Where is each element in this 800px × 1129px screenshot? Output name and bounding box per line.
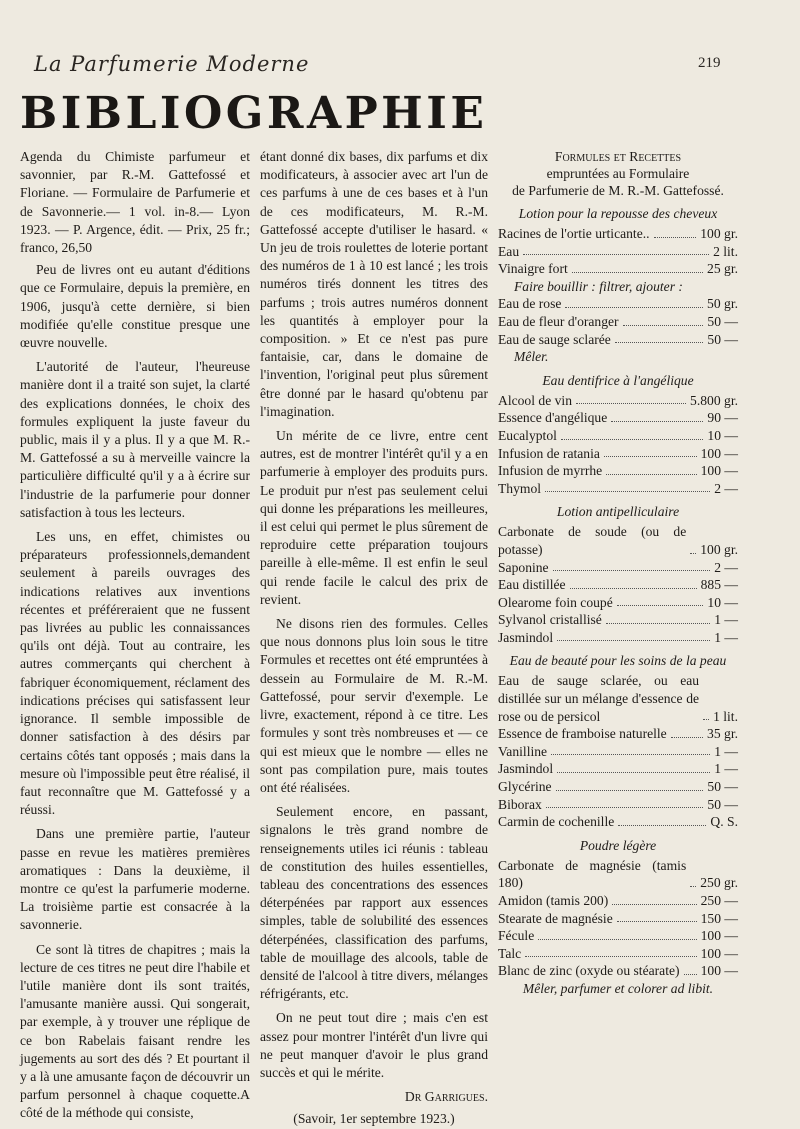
ingredient-quantity: 90 — xyxy=(707,410,738,426)
leader-dots xyxy=(604,456,697,457)
leader-dots xyxy=(557,640,710,641)
ingredient-name: Saponine xyxy=(498,559,549,575)
leader-dots xyxy=(538,939,696,940)
ingredient-name: Eucalyptol xyxy=(498,427,557,443)
ingredient-row xyxy=(498,260,738,278)
ingredient-name: Amidon (tamis 200) xyxy=(498,893,609,908)
leader-dots xyxy=(606,623,710,624)
ingredient-name: Fécule xyxy=(498,928,535,944)
ingredient-name: Eau xyxy=(498,243,520,259)
leader-dots xyxy=(556,790,704,791)
review-paragraph: Dans une première partie, l'auteur passe en revue les matières premières aromatiques : Dans la deuxième, il montre ce qu'est la parfumerie moderne. La troisième partie est consacrée à la savonnerie. xyxy=(20,826,250,933)
running-title: La Parfumerie Moderne xyxy=(34,52,310,76)
leader-dots xyxy=(570,588,697,589)
ingredient-quantity: 1 lit. xyxy=(713,708,738,724)
page-number: 219 xyxy=(698,55,721,71)
ingredient-row xyxy=(498,523,738,558)
ingredient-row xyxy=(498,331,738,349)
recipe-title: Lotion pour la repousse des cheveux xyxy=(518,206,718,221)
ingredient-name: Glycérine xyxy=(498,779,552,795)
leader-dots xyxy=(612,904,696,905)
ingredient-name: Infusion de ratania xyxy=(498,445,600,461)
ingredient-name: Alcool de vin xyxy=(498,392,572,408)
leader-dots xyxy=(671,737,703,738)
ingredient-row xyxy=(498,462,738,480)
ingredient-name: Talc xyxy=(498,945,522,961)
ingredient-row xyxy=(498,243,738,261)
ingredient-name: Carmin de cochenille xyxy=(498,814,615,830)
leader-dots xyxy=(546,807,704,808)
ingredient-name: Essence d'angélique xyxy=(498,410,608,426)
ingredient-row xyxy=(498,392,738,410)
review-column-1 xyxy=(20,148,250,1129)
review-paragraph: Ne disons rien des formules. Celles que nous donnons plus loin sous le titre Formules et recettes ont été empruntées à dessein au Formulaire de M. R.-M. Gattefossé, pour servir d'exemple. Le livre, exactement, répond à ce titre. Les formules y sont très nombreuses et — ce qui est mieux que le nombre — elles ne sont pas compilation pure, mais toutes ont été réalisées. xyxy=(260,616,488,795)
ingredient-name: Carbonate de soude (ou de potasse) xyxy=(498,524,687,557)
leader-dots xyxy=(561,439,704,440)
section-title: BIBLIOGRAPHIE xyxy=(20,88,488,139)
ingredient-row xyxy=(498,629,738,647)
ingredient-quantity: 100 — xyxy=(700,445,738,461)
ingredient-row xyxy=(498,427,738,445)
recipe-title: Eau de beauté pour les soins de la peau xyxy=(509,653,727,669)
ingredient-name: Eau de rose xyxy=(498,296,562,312)
ingredient-quantity: 25 gr. xyxy=(707,261,738,277)
recipe-title: Eau dentifrice à l'angélique xyxy=(542,372,694,388)
ingredient-name: Eau de sauge sclarée xyxy=(498,331,611,347)
formulas-subheading xyxy=(498,165,738,199)
ingredient-quantity: 1 — xyxy=(714,761,738,777)
recipe-title: Poudre légère xyxy=(579,837,657,853)
leader-dots xyxy=(690,886,696,887)
recipe-ingredients xyxy=(498,225,738,278)
ingredient-name: Carbonate de magnésie (tamis 180) xyxy=(498,857,687,891)
ingredient-row xyxy=(498,559,738,577)
ingredient-quantity: 50 — xyxy=(707,796,738,812)
leader-dots xyxy=(615,342,704,343)
review-paragraph: Les uns, en effet, chimistes ou préparateurs professionnels,demandent seulement à pareils ouvrages des indications relatives aux inventions récentes et préféreraient que ne fussent pas livrées au public les connaissances qu'ils ont déjà. Tout au contraire, les autres commerçants qui cherchent à fabriquer économiquement, réclament des indications précises qui satisfassent leur ignorance. Il semble impossible de donner satisfaction à des désirs par certains côtés tant opposés ; mais dans la mesure où l'impossible peut être réalisé, il faut reconnaître que M. Gattefossé y a réussi. xyxy=(20,529,250,818)
leader-dots xyxy=(545,491,710,492)
leader-dots xyxy=(576,403,686,404)
recipe-ingredients xyxy=(498,523,738,646)
ingredient-name: Vinaigre fort xyxy=(498,261,568,277)
ingredient-quantity: 100 — xyxy=(700,963,738,979)
ingredient-row xyxy=(498,611,738,629)
review-paragraph: Ce sont là titres de chapitres ; mais la lecture de ces titres ne peut dire l'habile et l'utile manière dont ils sont traités, l'amusante manière aussi. Qui songerait, par exemple, à y trouver une réplique de ce bon Rabelais faisant rendre les jugements au sort des dés ? Et pourtant il y a là une amusante façon de découvrir un parfum personnel à chaque coquette.A côté de la méthode qui consiste, xyxy=(20,941,250,1121)
formulas-column xyxy=(498,148,738,1000)
ingredient-name: Essence de framboise naturelle xyxy=(498,726,667,742)
leader-dots xyxy=(690,553,696,554)
ingredient-quantity: 2 — xyxy=(714,480,738,496)
ingredient-name: Sylvanol cristallisé xyxy=(498,612,602,628)
ingredient-quantity: Q. S. xyxy=(710,814,738,830)
recipe-title: Lotion antipelliculaire xyxy=(556,504,680,520)
leader-dots xyxy=(606,474,696,475)
ingredient-row xyxy=(498,892,738,910)
ingredient-row xyxy=(498,813,738,831)
leader-dots xyxy=(611,421,703,422)
ingredient-name: Vanilline xyxy=(498,743,548,759)
ingredient-quantity: 1 — xyxy=(714,612,738,628)
ingredient-row xyxy=(498,857,738,892)
ingredient-name: Infusion de myrrhe xyxy=(498,463,603,479)
ingredient-row xyxy=(498,594,738,612)
ingredient-quantity: 2 — xyxy=(714,559,738,575)
recipe-instruction: Faire bouillir : filtrer, ajouter : xyxy=(514,278,683,294)
ingredient-name: Eau de sauge sclarée, ou eau distillée sur un mélange d'essence de rose ou de persicol xyxy=(498,673,700,724)
ingredient-name: Stearate de magnésie xyxy=(498,910,613,926)
ingredient-row xyxy=(498,295,738,313)
review-paragraph: On ne peut tout dire ; mais c'en est assez pour montrer l'intérêt d'un livre qui ne peut manquer d'avoir le plus grand succès et qui le mérite. xyxy=(260,1010,488,1080)
review-paragraph: Peu de livres ont eu autant d'éditions que ce Formulaire, depuis la première, en 1906, jusqu'à cette dernière, si bien modifiée qu'elle constitue presque une œuvre nouvelle. xyxy=(20,262,250,351)
ingredient-row xyxy=(498,945,738,963)
ingredient-quantity: 50 gr. xyxy=(707,296,738,312)
review-paragraph: Seulement encore, en passant, signalons le très grand nombre de renseignements utiles ici réunis : tableau de constitution des huiles essentielles, tableau des concentrations des essences déterpénées par rapport aux essences simples, table de solubilité des essences déterpénées, classification des parfums, table de mouillage des alcools, table de densité de l'alcool à titre divers, mélanges réfrigérants, etc. xyxy=(260,804,488,1002)
ingredient-quantity: 1 — xyxy=(714,629,738,645)
leader-dots xyxy=(525,956,696,957)
ingredient-quantity: 5.800 gr. xyxy=(690,392,738,408)
ingredient-quantity: 100 — xyxy=(700,928,738,944)
leader-dots xyxy=(618,825,706,826)
ingredient-quantity: 150 — xyxy=(700,910,738,926)
ingredient-name: Blanc de zinc (oxyde ou stéarate) xyxy=(498,963,680,979)
ingredient-quantity: 2 lit. xyxy=(713,243,738,259)
ingredient-name: Jasmindol xyxy=(498,761,554,777)
ingredient-row xyxy=(498,743,738,761)
ingredient-row xyxy=(498,796,738,814)
ingredient-quantity: 50 — xyxy=(707,331,738,347)
ingredient-row xyxy=(498,409,738,427)
leader-dots xyxy=(617,921,697,922)
ingredient-quantity: 100 gr. xyxy=(700,541,738,557)
leader-dots xyxy=(703,719,709,720)
leader-dots xyxy=(617,605,704,606)
formulas-subheading-line: de Parfumerie de M. R.-M. Gattefossé. xyxy=(512,183,724,198)
ingredient-quantity: 100 — xyxy=(700,945,738,961)
ingredient-quantity: 100 gr. xyxy=(700,226,738,241)
review-paragraph: L'autorité de l'auteur, l'heureuse manière dont il a traité son sujet, la clarté des explications données, le choix des formules expliquent la juste faveur du public, mais il y a plus. Il y a que M. R.-M. Gattefossé a su à merveille vaincre la particulière difficulté qu'il y a à écrire sur l'industrie de la parfumerie pour donner satisfaction à tous les lecteurs. xyxy=(20,359,250,520)
review-paragraph: étant donné dix bases, dix parfums et dix modificateurs, à associer avec art l'un de ces parfums à une de ces bases et à l'un de ces modificateurs, M. R.-M. Gattefossé accepte d'utiliser le hasard. « Un jeu de trois roulettes de loterie portant des numéros de 1 à 10 est lancé ; les trois numéros tirés donnent les titres des parfums ; trois autres numéros donnent les quantités à employer pour la composition. » Et ce n'est pas pure fantaisie, car, dans le domaine de l'invention, l'original peut plus sûrement être donné par le hasard qu'obtenu par l'imagination. xyxy=(260,149,488,419)
leader-dots xyxy=(557,772,710,773)
ingredient-quantity: 1 — xyxy=(714,743,738,759)
ingredient-row xyxy=(498,760,738,778)
recipe-ingredients xyxy=(498,857,738,980)
ingredient-row xyxy=(498,927,738,945)
review-source: (Savoir, 1er septembre 1923.) xyxy=(293,1111,455,1127)
leader-dots xyxy=(551,754,710,755)
ingredient-row xyxy=(498,576,738,594)
ingredient-row xyxy=(498,778,738,796)
ingredient-name: Thymol xyxy=(498,480,542,496)
leader-dots xyxy=(565,307,703,308)
ingredient-row xyxy=(498,962,738,980)
formulas-heading: Formules et Recettes xyxy=(554,149,682,164)
review-signature: Dr Garrigues. xyxy=(404,1089,488,1105)
ingredient-name: Eau distillée xyxy=(498,577,566,593)
ingredient-quantity: 50 — xyxy=(707,779,738,795)
ingredient-quantity: 100 — xyxy=(700,463,738,479)
ingredient-quantity: 50 — xyxy=(707,313,738,329)
ingredient-row xyxy=(498,445,738,463)
ingredient-row xyxy=(498,725,738,743)
recipe-ingredients xyxy=(498,392,738,498)
review-column-2 xyxy=(260,148,488,1129)
recipe-ingredients xyxy=(498,725,738,831)
recipe-instruction: Mêler. xyxy=(514,349,549,365)
ingredient-name: Olearome foin coupé xyxy=(498,594,613,610)
ingredient-row xyxy=(498,910,738,928)
ingredient-row xyxy=(498,313,738,331)
book-reference: Agenda du Chimiste parfumeur et savonnier, par R.-M. Gattefossé et Floriane. — Formulaire de Parfumerie et de Savonnerie.— 1 vol. in-8.— Lyon 1923. — P. Argence, édit. — Prix, 25 fr.; franco, 26,50 xyxy=(20,149,250,256)
review-paragraph: Un mérite de ce livre, entre cent autres, est de montrer l'intérêt qu'il y a en parfumerie à employer des produits purs. Le produit pur n'est pas seulement celui qui donne les préparations les meilleures, il est celui qui permet le plus sûrement de reproduire cette préparation toujours pareille à elle-même. Il est enfin le seul qui rende facile le calcul des prix de revient. xyxy=(260,428,488,607)
formulas-subheading-line: empruntées au Formulaire xyxy=(546,166,690,181)
recipe-instruction: Mêler, parfumer et colorer ad libit. xyxy=(522,980,714,996)
ingredient-name: Biborax xyxy=(498,796,542,812)
ingredient-quantity: 10 — xyxy=(707,427,738,443)
ingredient-quantity: 885 — xyxy=(700,577,738,593)
leader-dots xyxy=(684,974,697,975)
ingredient-row xyxy=(498,672,738,725)
ingredient-quantity: 35 gr. xyxy=(707,726,738,742)
ingredient-quantity: 250 gr. xyxy=(700,875,738,891)
ingredient-row xyxy=(498,480,738,498)
leader-dots xyxy=(623,325,704,326)
ingredient-quantity: 10 — xyxy=(707,594,738,610)
ingredient-row xyxy=(498,225,738,243)
leader-dots xyxy=(523,254,709,255)
ingredient-quantity: 250 — xyxy=(700,893,738,908)
ingredient-name: Racines de l'ortie urticante.. xyxy=(498,226,650,241)
ingredient-name: Jasmindol xyxy=(498,629,554,645)
recipe-ingredients xyxy=(498,295,738,348)
leader-dots xyxy=(654,237,697,238)
leader-dots xyxy=(572,272,703,273)
leader-dots xyxy=(553,570,711,571)
ingredient-name: Eau de fleur d'oranger xyxy=(498,313,619,329)
